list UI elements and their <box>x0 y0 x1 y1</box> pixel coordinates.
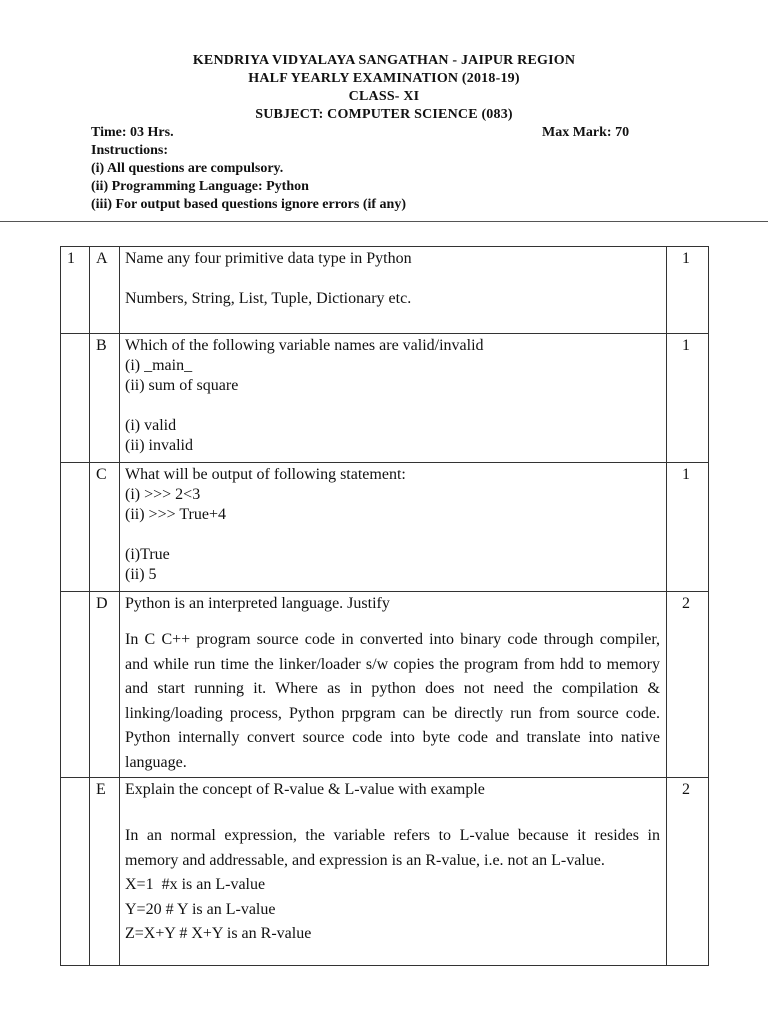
class-title: CLASS- XI <box>348 89 420 104</box>
part-label-c: C <box>90 463 120 592</box>
exam-title: HALF YEARLY EXAMINATION (2018-19) <box>248 71 520 86</box>
question-text-b: Which of the following variable names are valid/invalid <box>125 337 484 354</box>
question-row-a <box>61 247 709 334</box>
option-c-1: (i) >>> 2<3 <box>125 486 201 503</box>
answer-line-e-3: Z=X+Y # X+Y is an R-value <box>125 925 312 942</box>
question-row-c <box>61 463 709 592</box>
question-body-c <box>120 463 667 592</box>
instructions-title: Instructions: <box>91 143 169 158</box>
answer-paragraph-e: In an normal expression, the variable refers to L-value because it resides in memory and addressable, and expression is an R-value, i.e. not an L-value. <box>125 827 660 869</box>
answer-line-e-2: Y=20 # Y is an L-value <box>125 900 276 918</box>
marks-b: 1 <box>667 334 709 463</box>
time-label: Time: 03 Hrs. <box>91 125 174 140</box>
question-body-d <box>120 592 667 778</box>
option-b-2: (ii) sum of square <box>125 377 239 394</box>
part-label-e: E <box>90 778 120 966</box>
instruction-3: (iii) For output based questions ignore errors (if any) <box>91 197 407 212</box>
marks-d: 2 <box>667 592 709 778</box>
answer-text-d: In C C++ program source code in converted into binary code through compiler, and while run time the linker/loader s/w copies the program from hdd to memory and start running it. Where as in python does not need the compilation & linking/loading process, Python prpgram can be directly run from source code. Python internally convert source code into byte code and translate into native language. <box>125 631 660 771</box>
max-mark-label: Max Mark: 70 <box>542 125 630 140</box>
part-label-b: B <box>90 334 120 463</box>
part-label-d: D <box>90 592 120 778</box>
question-text-e: Explain the concept of R-value & L-value with example <box>125 781 485 798</box>
answer-text-a: Numbers, String, List, Tuple, Dictionary etc. <box>125 290 412 307</box>
question-body-b <box>120 334 667 463</box>
question-table <box>60 246 709 966</box>
marks-a: 1 <box>667 247 709 334</box>
exam-header <box>0 52 768 142</box>
marks-e: 2 <box>667 778 709 966</box>
question-body-e <box>120 778 667 966</box>
part-label-a: A <box>90 247 120 334</box>
time-mark-row <box>0 124 768 142</box>
answer-line-e-1: X=1 #x is an L-value <box>125 876 266 893</box>
question-text-c: What will be output of following statement: <box>125 466 406 483</box>
question-body-a <box>120 247 667 334</box>
answer-c-1: (i)True <box>125 546 170 563</box>
question-number-empty <box>61 463 90 592</box>
option-c-2: (ii) >>> True+4 <box>125 506 226 523</box>
answer-b-2: (ii) invalid <box>125 437 193 454</box>
organization-title: KENDRIYA VIDYALAYA SANGATHAN - JAIPUR REGION <box>192 53 576 68</box>
instruction-1: (i) All questions are compulsory. <box>91 161 284 176</box>
subject-title: SUBJECT: COMPUTER SCIENCE (083) <box>255 107 513 122</box>
question-row-e <box>61 778 709 966</box>
question-row-d <box>61 592 709 778</box>
question-text-a: Name any four primitive data type in Python <box>125 250 412 267</box>
question-number-empty <box>61 778 90 966</box>
question-number-empty <box>61 592 90 778</box>
header-divider <box>0 221 768 222</box>
answer-b-1: (i) valid <box>125 417 177 434</box>
instruction-2: (ii) Programming Language: Python <box>91 179 309 194</box>
question-text-d: Python is an interpreted language. Justify <box>125 595 390 612</box>
question-number: 1 <box>61 247 90 334</box>
question-number-empty <box>61 334 90 463</box>
question-row-b <box>61 334 709 463</box>
option-b-1: (i) _main_ <box>125 357 193 374</box>
answer-c-2: (ii) 5 <box>125 566 157 583</box>
marks-c: 1 <box>667 463 709 592</box>
